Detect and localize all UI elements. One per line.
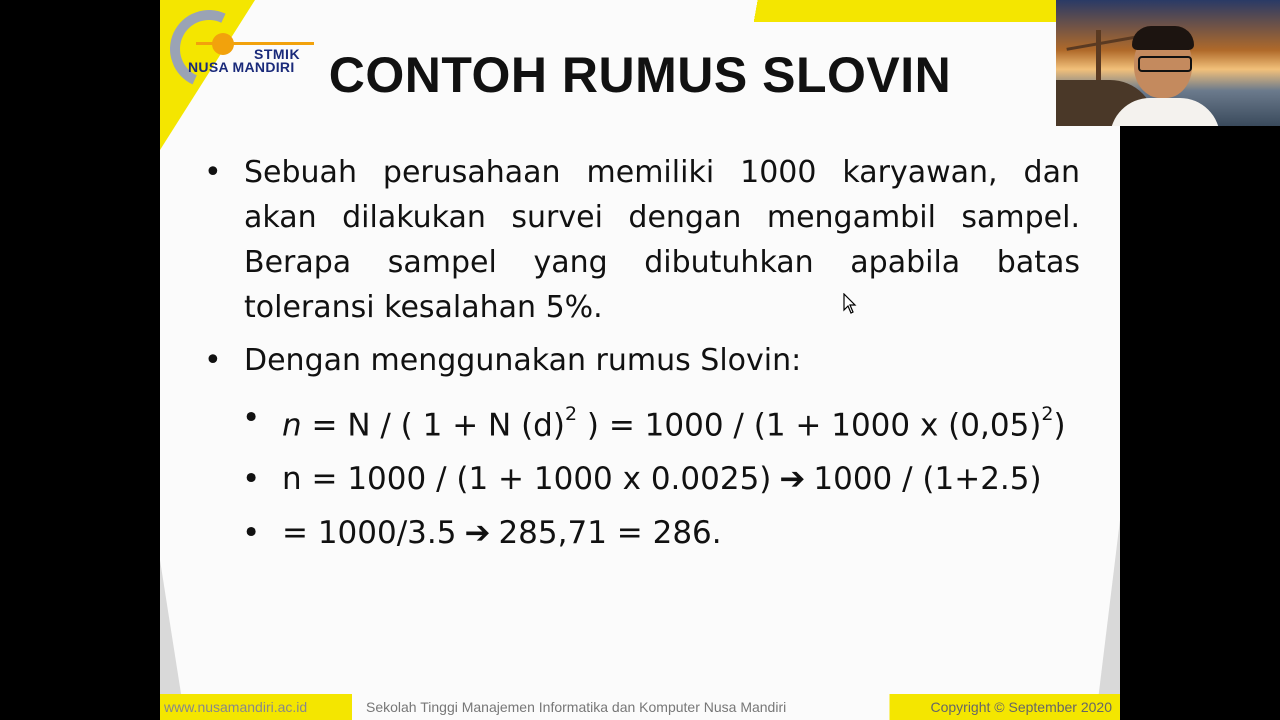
bullet-text: Sebuah perusahaan memiliki 1000 karyawan, dan akan dilakukan survei dengan mengambil sampel. Berapa sampel yang dibutuhkan apabila batas toleransi kesalahan 5%. — [244, 155, 1080, 325]
formula-n: n — [282, 407, 302, 444]
presentation-slide — [160, 0, 1120, 720]
bullet-problem — [204, 150, 1080, 330]
presenter-person — [1126, 28, 1206, 126]
slide-content — [204, 150, 1080, 560]
presenter-webcam-video — [1056, 0, 1280, 126]
slide-title: CONTOH RUMUS SLOVIN — [328, 47, 952, 103]
formula-line-3: • = 1000/3.5 ➔ 285,71 = 286. — [204, 506, 1080, 560]
footer-copyright: Copyright © September 2020 — [930, 699, 1112, 715]
bullet-text: Dengan menggunakan rumus Slovin: — [244, 343, 802, 378]
formula-line-2: • n = 1000 / (1 + 1000 x 0.0025) ➔ 1000 / (1+2.5) — [204, 452, 1080, 506]
left-grey-shape — [160, 560, 182, 700]
logo-top-text: STMIK — [254, 46, 301, 62]
sub-bullet-dot: • — [242, 400, 261, 436]
formula-line-1: • n = N / ( 1 + N $(d)^2$ ) = 1000 / (1 + 1000 x $(0,05)^2$) — [204, 391, 1080, 452]
arrow-right-icon: ➔ — [464, 515, 491, 552]
footer-school-name: Sekolah Tinggi Manajemen Informatika dan Komputer Nusa Mandiri — [366, 699, 787, 715]
glasses-icon — [1138, 56, 1192, 72]
bullet-dot: • — [204, 343, 222, 378]
arrow-right-icon: ➔ — [779, 461, 806, 498]
bullet-dot: • — [204, 155, 222, 190]
footer-url: www.nusamandiri.ac.id — [164, 699, 308, 715]
sub-bullet-dot: • — [242, 461, 261, 498]
sub-bullet-dot: • — [242, 515, 261, 552]
logo-bottom-text: NUSA MANDIRI — [188, 59, 295, 75]
right-grey-shape — [1098, 520, 1120, 700]
bullet-method — [204, 338, 1080, 383]
slide-footer — [160, 694, 1120, 720]
